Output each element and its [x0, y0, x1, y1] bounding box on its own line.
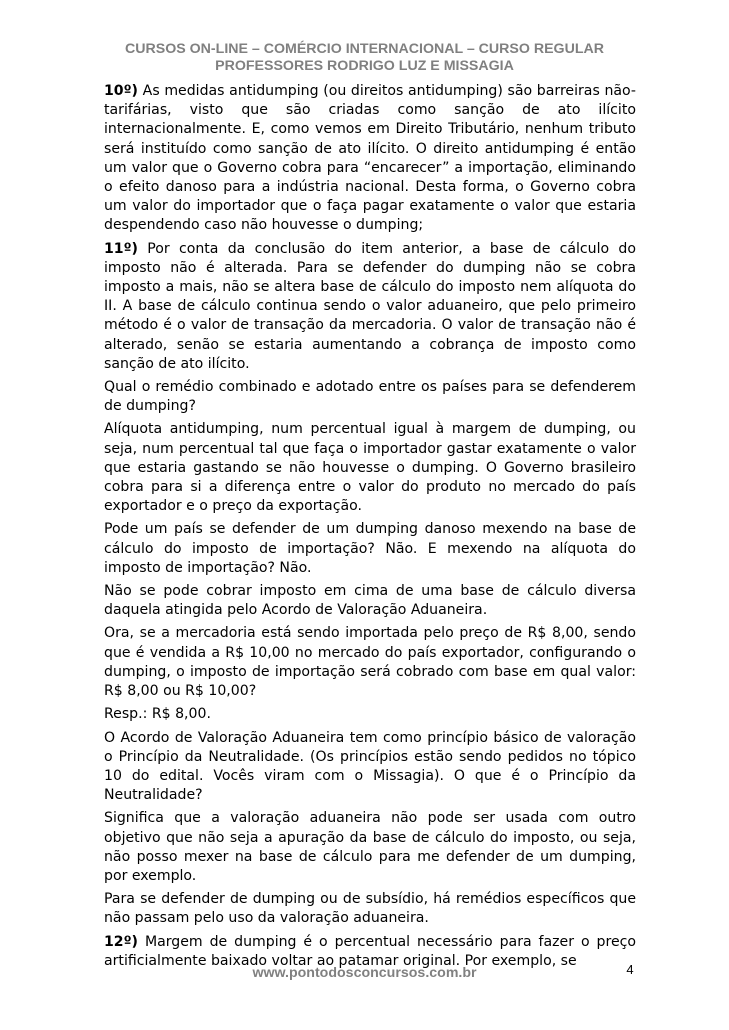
paragraph-text: Margem de dumping é o percentual necessário para fazer o preço artificialmente baixado voltar ao patamar original. Por exemplo, se [104, 933, 636, 969]
footer-url: www.pontodosconcursos.com.br [252, 965, 477, 981]
item-number: 10º) [104, 83, 139, 99]
paragraph-text: Não se pode cobrar imposto em cima de uma base de cálculo diversa daquela atingida pelo Acordo de Valoração Aduaneira. [104, 583, 636, 619]
paragraph-question-base [104, 520, 636, 578]
paragraph-antidumping-rate [104, 420, 636, 516]
paragraph-text: Significa que a valoração aduaneira não pode ser usada com outro objetivo que não seja a apuração da base de cálculo do imposto, ou seja, não posso mexer na base de cálculo para me defender de um dumping, por exemplo. [104, 810, 636, 884]
paragraph-text: Ora, se a mercadoria está sendo importada pelo preço de R$ 8,00, sendo que é vendida a R$ 10,00 no mercado do país exportador, configurando o dumping, o imposto de importação será cobrado com base em qual valor: R$ 8,00 ou R$ 10,00? [104, 625, 636, 700]
item-number: 11º) [104, 240, 139, 257]
paragraph-neutrality-question [104, 729, 636, 806]
paragraph-text: As medidas antidumping (ou direitos antidumping) são barreiras não-tarifárias, visto que são criadas como sanção de ato ilícito internacionalmente. E, como vemos em Direito Tributário, nenhum tributo será instituído como sanção de ato ilícito. O direito antidumping é então um valor que o Governo cobra para “encarecer” a importação, eliminando o efeito danoso para a indústria nacional. Desta forma, o Governo cobra um valor do importador que o faça pagar exatamente o valor que estaria despendendo caso não houvesse o dumping; [104, 83, 636, 234]
document-body [104, 82, 636, 975]
paragraph-valuation-agreement [104, 582, 636, 620]
paragraph-answer [104, 705, 636, 724]
header-professors: PROFESSORES RODRIGO LUZ E MISSAGIA [215, 58, 514, 74]
paragraph-item-10 [104, 82, 636, 236]
page-header [0, 41, 729, 75]
paragraph-text: Alíquota antidumping, num percentual igual à margem de dumping, ou seja, num percentual tal que faça o importador gastar exatamente o valor que estaria gastando se não houvesse o dumping. O Governo brasileiro cobra para si a diferença entre o valor do produto no mercado do país exportador e o preço da exportação. [104, 421, 636, 515]
header-course-title: CURSOS ON-LINE – COMÉRCIO INTERNACIONAL – CURSO REGULAR [125, 41, 604, 57]
paragraph-text: Para se defender de dumping ou de subsídio, há remédios específicos que não passam pelo uso da valoração aduaneira. [104, 891, 636, 927]
paragraph-item-11 [104, 240, 636, 374]
paragraph-text: Resp.: R$ 8,00. [104, 706, 211, 723]
paragraph-text: Por conta da conclusão do item anterior, a base de cálculo do imposto não é alterada. Para se defender do dumping não se cobra imposto a mais, não se altera base de cálculo do imposto nem alíquota do II. A base de cálculo continua sendo o valor aduaneiro, que pelo primeiro método é o valor de transação da mercadoria. O valor de transação não é alterado, senão se estaria aumentando a cobrança de imposto como sanção de ato ilícito. [104, 240, 636, 372]
paragraph-text: O Acordo de Valoração Aduaneira tem como princípio básico de valoração o Princípio da Neutralidade. (Os princípios estão sendo pedidos no tópico 10 do edital. Vocês viram com o Missagia). O que é o Princípio da Neutralidade? [104, 729, 636, 804]
paragraph-question-remedy [104, 378, 636, 416]
item-number: 12º) [104, 933, 139, 950]
paragraph-specific-remedies [104, 890, 636, 928]
page-number: 4 [626, 962, 634, 977]
paragraph-text: Qual o remédio combinado e adotado entre os países para se defenderem de dumping? [104, 379, 636, 415]
paragraph-text: Pode um país se defender de um dumping danoso mexendo na base de cálculo do imposto de importação? Não. E mexendo na alíquota do imposto de importação? Não. [104, 521, 636, 576]
paragraph-neutrality-meaning [104, 809, 636, 886]
paragraph-example [104, 624, 636, 701]
